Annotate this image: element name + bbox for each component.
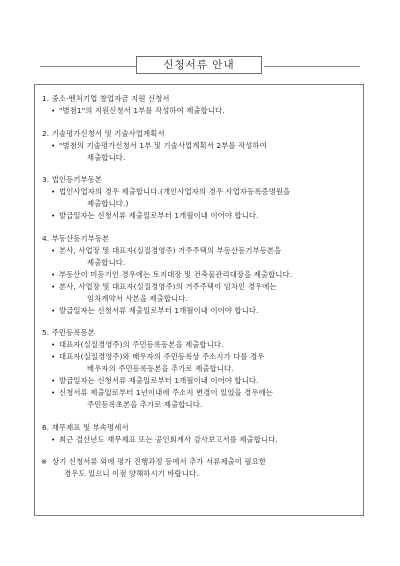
list-item [40,387,360,411]
item-text: "별첨1"의 지원신청서 1부를 작성하여 제출합니다. [59,106,225,115]
section-real-estate-registry [40,233,360,317]
bullet-icon: • [51,269,56,279]
list-item [40,245,360,269]
section-resident-registration [40,327,360,411]
reference-mark-icon: ※ [41,457,48,466]
section-heading: 1. 중소·벤처기업 창업자금 지원 신청서 [42,94,170,103]
title-rule-right [264,66,360,67]
item-text-continued: 임차계약서 사본을 제출합니다. [87,293,188,303]
item-text: 대표자(실질경영주)의 주민등록등본을 제출합니다. [59,340,224,349]
list-item [40,339,360,351]
item-text: "별첨의 기술평가신청서 1부 및 기술사업계획서 2부를 작성하여 [59,140,267,150]
closing-note [40,456,360,480]
item-text: 법인사업자의 경우 제출합니다.(개인사업자의 경우 사업자등록증명원을 [59,187,291,196]
bullet-icon: • [51,305,56,315]
list-item [40,105,360,117]
document-body [40,93,360,480]
item-text-continued: 제출합니다. [87,257,126,267]
bullet-icon: • [51,140,56,150]
section-heading: 3. 법인등기부등본 [42,175,103,184]
item-text: 최근 결산년도 재무제표 또는 공인회계사 감사보고서를 제출합니다. [59,434,278,444]
bullet-icon: • [51,376,56,385]
item-text: 본사, 사업장 및 대표자(실질경영주) 거주주택의 부동산등기부등본을 [59,245,282,255]
section-heading: 6. 재무제표 및 부속명세서 [42,422,129,432]
section-heading: 5. 주민등록등본 [42,328,95,337]
item-text-continued: 제출합니다. [87,152,126,162]
list-item [40,281,360,305]
section-tech-evaluation [40,128,360,164]
bullet-icon: • [51,187,56,196]
bullet-icon: • [51,281,56,291]
item-text: 부동산이 미등기인 경우에는 토지대장 및 건축물관리대장을 제출합니다. [59,269,293,279]
list-item [40,210,360,222]
title-banner [0,56,400,76]
bullet-icon: • [51,340,56,349]
bullet-icon: • [51,106,56,115]
list-item [40,305,360,317]
section-heading: 4. 부동산등기부등본 [42,233,110,243]
list-item [40,351,360,375]
list-item [40,269,360,281]
item-text: 발급일자는 신청서류 제출일로부터 1개월이내 이어야 합니다. [59,211,259,220]
item-text-continued: 제출합니다.) [87,199,129,208]
item-text: 발급일자는 신청서류 제출일로부터 1개월이내 이어야 합니다. [59,305,259,315]
list-item [40,434,360,446]
page-title: 신청서류 안내 [136,56,262,74]
list-item [40,140,360,164]
title-rule-left [40,66,136,67]
bullet-icon: • [51,211,56,220]
item-text: 본사, 사업장 및 대표자(실질경영주)의 거주주택이 임차인 경우에는 [59,281,277,291]
note-text: 상기 신청서류 외에 평가 진행과정 등에서 추가 서류제출이 필요한 [52,457,267,466]
list-item [40,186,360,210]
list-item [40,375,360,387]
note-text-continued: 경우도 있으니 이점 양해하시기 바랍니다. [64,469,199,478]
bullet-icon: • [51,245,56,255]
item-text: 신청서류 제출일로부터 1년이내에 주소지 변경이 있었을 경우에는 [59,388,273,397]
item-text-continued: 주민등록초본을 추가로 제출합니다. [87,400,203,409]
item-text: 대표자(실질경영주)와 배우자의 주민등록상 주소지가 다를 경우 [59,352,265,361]
bullet-icon: • [51,434,56,444]
bullet-icon: • [51,352,56,361]
bullet-icon: • [51,388,56,397]
item-text-continued: 배우자의 주민등록등본을 추가로 제출합니다. [87,364,234,373]
section-heading: 2. 기술평가신청서 및 기술사업계획서 [42,128,165,138]
section-business-application [40,93,360,117]
section-financial-statements [40,422,360,446]
section-corporate-registry [40,174,360,222]
item-text: 발급일자는 신청서류 제출일로부터 1개월이내 이어야 합니다. [59,376,259,385]
